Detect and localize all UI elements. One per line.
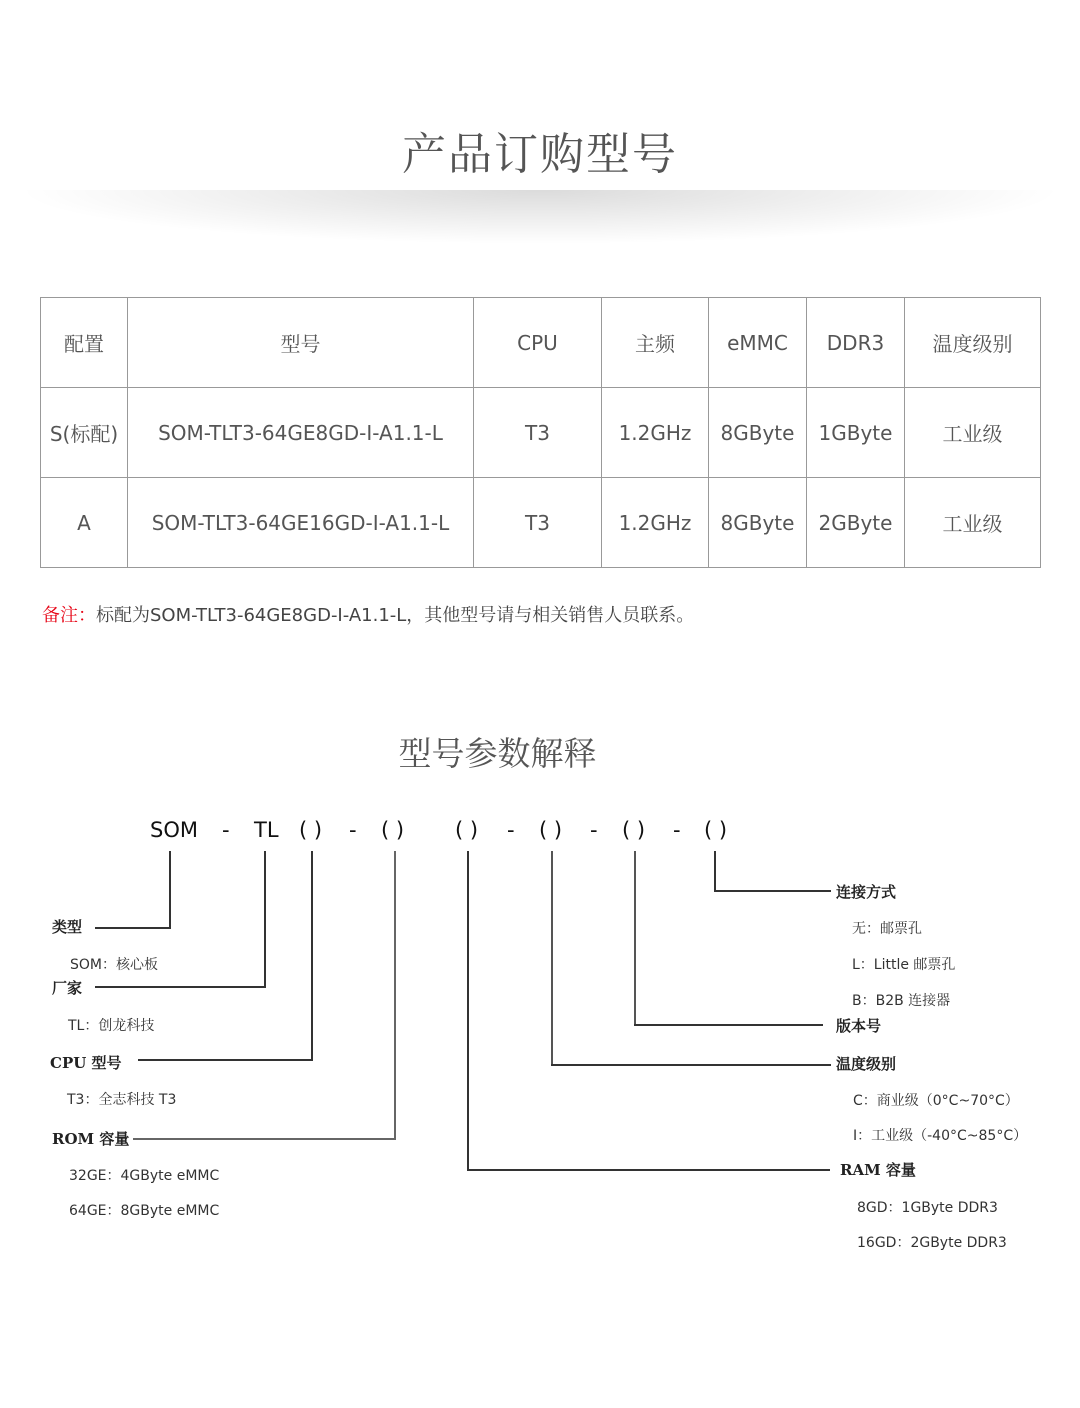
connector-line bbox=[394, 851, 396, 1139]
param-label-connection: 连接方式 bbox=[836, 883, 897, 901]
connector-line bbox=[311, 851, 313, 1061]
header-cell: DDR3 bbox=[807, 298, 905, 388]
note-text: 标配为SOM-TLT3-64GE8GD-I-A1.1-L，其他型号请与相关销售人员联系。 bbox=[96, 605, 695, 626]
table-cell: S(标配) bbox=[41, 388, 128, 478]
connector-line bbox=[169, 851, 171, 928]
connector-line bbox=[714, 890, 831, 892]
param-label-version: 版本号 bbox=[836, 1017, 882, 1035]
header-cell: 温度级别 bbox=[905, 298, 1041, 388]
param-option: 8GD：1GByte DDR3 bbox=[857, 1200, 998, 1216]
table-cell: 工业级 bbox=[905, 388, 1041, 478]
param-option: I：工业级（-40°C~85°C） bbox=[853, 1128, 1028, 1144]
code-dash: - bbox=[222, 818, 230, 842]
connector-line bbox=[551, 1064, 831, 1066]
param-label-temperature: 温度级别 bbox=[836, 1055, 897, 1073]
header-cell: CPU bbox=[474, 298, 602, 388]
table-cell: T3 bbox=[474, 388, 602, 478]
code-dash: - bbox=[590, 818, 598, 842]
connector-line bbox=[138, 1059, 313, 1061]
table-cell: 2GByte bbox=[807, 478, 905, 568]
connector-line bbox=[634, 1024, 823, 1026]
connector-line bbox=[95, 986, 266, 988]
param-label-ram: RAM 容量 bbox=[840, 1161, 916, 1179]
table-cell: 1GByte bbox=[807, 388, 905, 478]
code-part-rom: ( ) bbox=[381, 818, 405, 842]
param-option: 无：邮票孔 bbox=[852, 921, 922, 937]
code-dash: - bbox=[349, 818, 357, 842]
table-row bbox=[41, 478, 1041, 568]
header-cell: 型号 bbox=[128, 298, 474, 388]
connector-line bbox=[264, 851, 266, 988]
code-part-cpu: ( ) bbox=[299, 818, 323, 842]
code-part-version: ( ) bbox=[622, 818, 646, 842]
table-cell: SOM-TLT3-64GE8GD-I-A1.1-L bbox=[128, 388, 474, 478]
param-option: B：B2B 连接器 bbox=[852, 993, 951, 1009]
header-cell: 主频 bbox=[602, 298, 709, 388]
table-cell: 8GByte bbox=[709, 478, 807, 568]
table-cell: A bbox=[41, 478, 128, 568]
connector-line bbox=[634, 851, 636, 1026]
code-dash: - bbox=[507, 818, 515, 842]
param-label-vendor: 厂家 bbox=[52, 979, 83, 997]
table-cell: 8GByte bbox=[709, 388, 807, 478]
param-label-rom: ROM 容量 bbox=[52, 1130, 130, 1148]
param-option: 64GE：8GByte eMMC bbox=[69, 1203, 220, 1219]
table-cell: 工业级 bbox=[905, 478, 1041, 568]
table-cell: T3 bbox=[474, 478, 602, 568]
note bbox=[42, 601, 694, 627]
param-option: 32GE：4GByte eMMC bbox=[69, 1168, 220, 1184]
ordering-table bbox=[40, 297, 1041, 568]
connector-line bbox=[95, 927, 171, 929]
connector-line bbox=[467, 851, 469, 1171]
title-shadow-divider bbox=[20, 190, 1060, 280]
param-option: 16GD：2GByte DDR3 bbox=[857, 1235, 1007, 1251]
param-option: SOM：核心板 bbox=[70, 957, 158, 973]
code-part-temperature: ( ) bbox=[539, 818, 563, 842]
code-part-tl: TL bbox=[254, 818, 279, 842]
code-part-connection: ( ) bbox=[704, 818, 728, 842]
param-option: TL：创龙科技 bbox=[68, 1018, 155, 1034]
connector-line bbox=[714, 851, 716, 892]
connector-line bbox=[133, 1138, 396, 1140]
code-part-som: SOM bbox=[150, 818, 198, 842]
param-label-type: 类型 bbox=[52, 918, 83, 936]
param-label-cpu: CPU 型号 bbox=[50, 1054, 122, 1072]
section-title: 型号参数解释 bbox=[398, 734, 597, 773]
connector-line bbox=[467, 1169, 830, 1171]
connector-line bbox=[551, 851, 553, 1066]
param-option: T3：全志科技 T3 bbox=[67, 1092, 177, 1108]
header-cell: 配置 bbox=[41, 298, 128, 388]
note-label: 备注： bbox=[42, 605, 96, 626]
header-cell: eMMC bbox=[709, 298, 807, 388]
code-part-ram: ( ) bbox=[455, 818, 479, 842]
table-cell: 1.2GHz bbox=[602, 478, 709, 568]
table-row bbox=[41, 388, 1041, 478]
code-dash: - bbox=[673, 818, 681, 842]
table-header-row bbox=[41, 298, 1041, 388]
page-title: 产品订购型号 bbox=[402, 129, 678, 180]
param-option: L：Little 邮票孔 bbox=[852, 957, 956, 973]
table-cell: SOM-TLT3-64GE16GD-I-A1.1-L bbox=[128, 478, 474, 568]
table-cell: 1.2GHz bbox=[602, 388, 709, 478]
param-option: C：商业级（0°C~70°C） bbox=[853, 1093, 1019, 1109]
